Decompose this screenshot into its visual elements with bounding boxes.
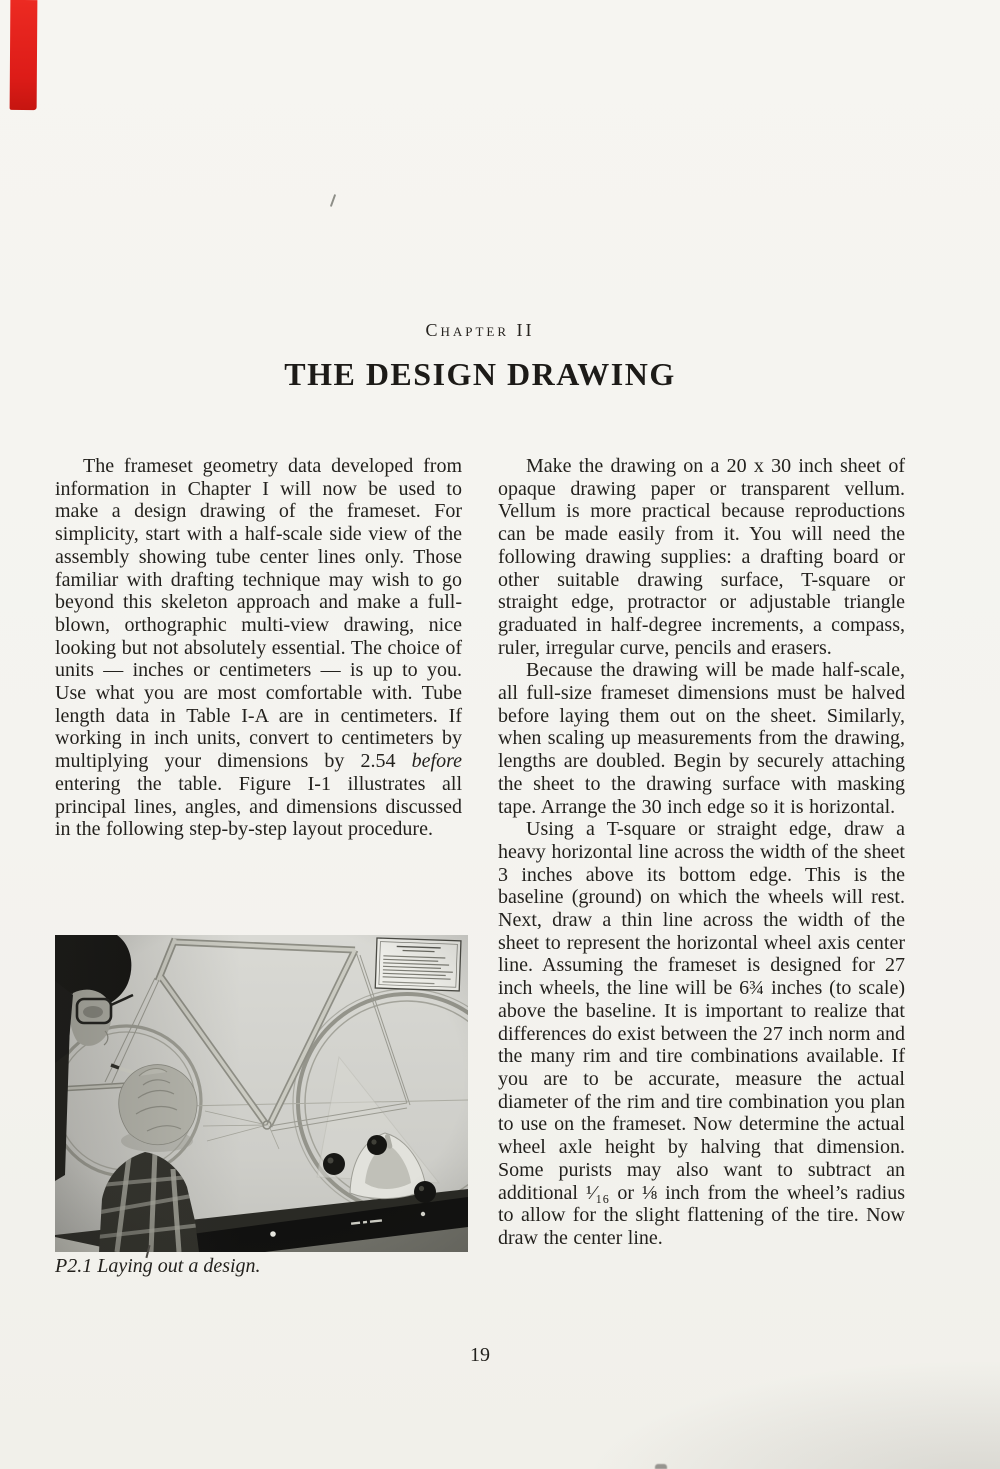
page-title: THE DESIGN DRAWING <box>284 356 676 392</box>
photo-vignette <box>55 935 468 1252</box>
left-paragraph-italic-word: before <box>411 750 462 773</box>
figure-photo <box>55 935 468 1252</box>
right-paragraph-3: Using a T-square or straight edge, draw a heavy horizontal line across the width of the sheet 3 inches above its bottom edge. This is the baseline (ground) on which the wheels will rest. Next, draw a thin line across the width of the sheet to represent the horizontal wheel axis center line. Assuming the frameset is designed for 27 inch wheels, the line will be 6¾ inches (to scale) above the baseline. It is important to realize that differences do exist between the 27 inch norm and the many rim and tire combinations available. If you are to be accurate, measure the actual diameter of the rim and tire combination you plan to use on the frameset. Now determine the actual wheel axle height by halving that dimension. Some purists may also want to subtract an additional ¹⁄₁₆ or ⅛ inch from the wheel’s radius to allow for the slight flattening of the tire. Now draw the center line. <box>498 818 905 1249</box>
page-number: 19 <box>470 1344 490 1366</box>
right-text-column <box>498 455 905 1250</box>
scan-corner-shadow <box>580 1359 1000 1469</box>
left-paragraph <box>55 455 462 841</box>
scan-bottom-mark <box>655 1464 667 1469</box>
chapter-label: Chapter II <box>425 320 535 340</box>
drafting-scene-photo <box>55 935 468 1252</box>
left-paragraph-text-2: entering the table. Figure I-1 illustrates all principal lines, angles, and dimensions discussed in the following step-by-step layout procedure. <box>55 772 462 841</box>
left-text-column <box>55 455 462 841</box>
right-paragraph-2: Because the drawing will be made half-scale, all full-size frameset dimensions must be halved before laying them out on the sheet. Similarly, when scaling up measurements from the drawing, lengths are doubled. Begin by securely attaching the sheet to the drawing surface with masking tape. Arrange the 30 inch edge so it is horizontal. <box>498 659 905 818</box>
scan-artifact-mark <box>330 194 336 207</box>
red-bookmark-ribbon <box>10 0 38 110</box>
figure-caption: P2.1 Laying out a design. <box>55 1255 261 1277</box>
right-paragraph-1: Make the drawing on a 20 x 30 inch sheet of opaque drawing paper or transparent vellum. Vellum is more practical because reproductions can be made easily from it. You will need the following drawing supplies: a drafting board or other suitable drawing surface, T-square or straight edge, protractor or adjustable triangle graduated in half-degree increments, a compass, ruler, irregular curve, pencils and erasers. <box>498 455 905 659</box>
left-paragraph-text-1: The frameset geometry data developed from information in Chapter I will now be used to make a design drawing of the frameset. For simplicity, start with a half-scale side view of the assembly showing tube center lines only. Those familiar with drafting technique may wish to go beyond this skeleton approach and make a full-blown, orthographic multi-view drawing, nice looking but not absolutely essential. The choice of units — inches or centimeters — is up to you. Use what you are most comfortable with. Tube length data in Table I-A are in centimeters. If working in inch units, convert to centimeters by multiplying your dimensions by 2.54 <box>55 455 462 773</box>
